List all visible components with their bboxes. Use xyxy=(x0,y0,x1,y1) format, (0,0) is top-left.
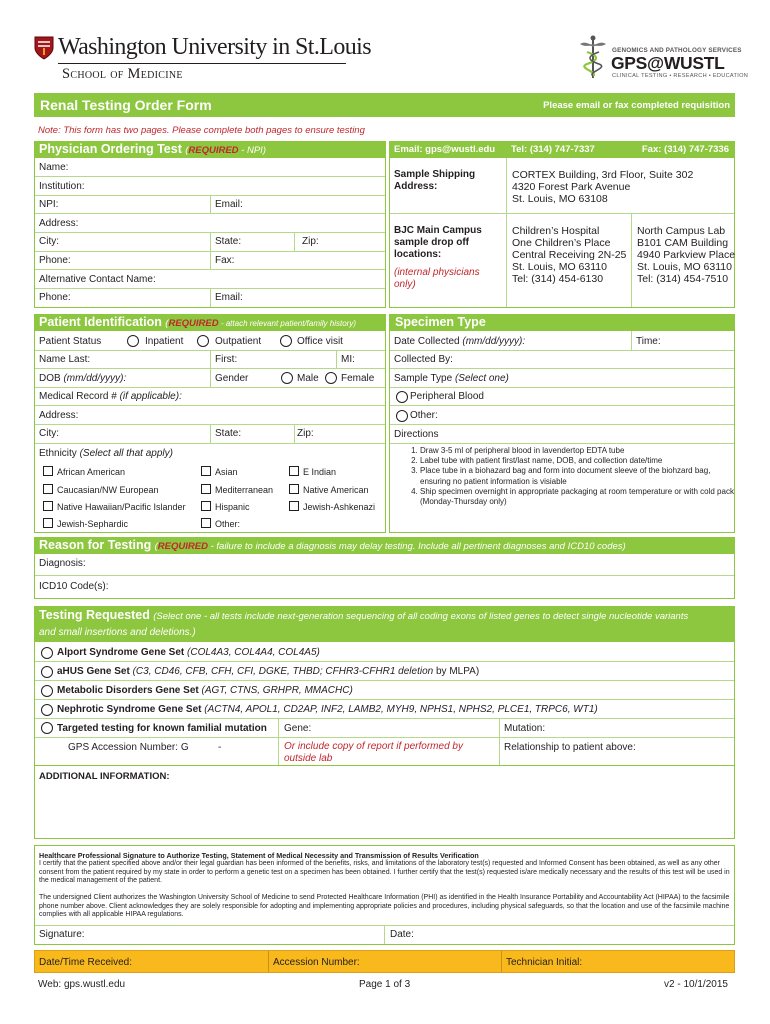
ethnicity-e-indian-checkbox[interactable] xyxy=(289,466,299,476)
accession-number-field[interactable]: GPS Accession Number: G xyxy=(68,742,189,753)
contact-bar xyxy=(389,141,735,158)
specimen-section-header xyxy=(389,314,735,331)
physician-institution-field[interactable]: Institution: xyxy=(39,181,85,192)
gps-tagline: CLINICAL TESTING • RESEARCH • EDUCATION xyxy=(612,73,749,79)
gps-logo-text: GPS@WUSTL xyxy=(611,53,725,73)
patient-last-name-field[interactable]: Name Last: xyxy=(39,354,91,365)
ethnicity-hispanic-checkbox[interactable] xyxy=(201,501,211,511)
required-tag: REQUIRED xyxy=(188,145,239,156)
physician-section-header: Physician Ordering Test (REQUIRED - NPI) xyxy=(34,141,386,158)
testing-section-title: Testing Requested xyxy=(39,608,150,622)
footer-page: Page 1 of 3 xyxy=(359,979,411,990)
school-name: School of Medicine xyxy=(62,66,183,82)
directions-list: 1. Draw 3-5 ml of peripheral blood in lavendertop EDTA tube 2. Label tube with patient first/last name, DOB, and collection date/time 3. Place tube in a biohazard bag and form into document sleeve of the biohzard bag, ensuring no patient information is visiable 4. Ship specimen overnight in appropriate packaging at room temperature or with cold pack (Monday-Thursday only) xyxy=(406,446,734,507)
accession-number-office-field[interactable]: Accession Number: xyxy=(273,957,360,968)
physician-address-field[interactable]: Address: xyxy=(39,218,79,229)
physician-section-title: Physician Ordering Test xyxy=(39,142,182,156)
patient-section-header: Patient Identification (REQUIRED - attach relevant patient/family history) xyxy=(34,314,386,331)
signature-date-field[interactable]: Date: xyxy=(390,929,414,940)
female-radio[interactable] xyxy=(325,372,337,384)
physician-email-field[interactable]: Email: xyxy=(215,199,243,210)
ethnicity-asian-checkbox[interactable] xyxy=(201,466,211,476)
metabolic-radio[interactable] xyxy=(41,685,53,697)
certification-text: I certify that the patient specified above and/or their legal guardian has been informed of the benefits, risks, and limitations of the laboratory test(s) requested and Informed Consent has been obtained, as well as any other consent from the patient required by my state in order to perform a genetic test on a specimen has been obtained. I further certify that the test(s) requested is/are medically necessary and the results of this test will be used in the medical management of the patient. xyxy=(39,860,730,885)
title-bar xyxy=(34,93,735,117)
physician-city-field[interactable]: City: xyxy=(39,236,59,247)
technician-initial-field[interactable]: Technician Initial: xyxy=(506,957,583,968)
hipaa-text: The undersigned Client authorizes the Washington University School of Medicine to send Protected Healthcare Information (PHI) as identified in the Health Insurance Portability and Accountability Act (HIPAA) to the facsimile phone number above. Client acknowledges they are solely responsible for adopting and implementing appropriate policies and procedures, including physical safeguards, so that the location and use of the facsimile machine complies with all applicable HIPAA regulations. xyxy=(39,894,730,919)
alport-radio[interactable] xyxy=(41,647,53,659)
ahus-radio[interactable] xyxy=(41,666,53,678)
form-title: Renal Testing Order Form xyxy=(40,97,212,113)
physician-phone-field[interactable]: Phone: xyxy=(39,255,71,266)
reason-section-title: Reason for Testing xyxy=(39,538,152,552)
patient-state-field[interactable]: State: xyxy=(215,428,242,439)
patient-address-field[interactable]: Address: xyxy=(39,410,79,421)
office-use-bar xyxy=(34,950,735,973)
physician-name-field[interactable]: Name: xyxy=(39,162,69,173)
physician-npi-field[interactable]: NPI: xyxy=(39,199,59,210)
footer-web: Web: gps.wustl.edu xyxy=(38,979,126,990)
ethnicity-ashkenazi-checkbox[interactable] xyxy=(289,501,299,511)
time-collected-field[interactable]: Time: xyxy=(636,336,661,347)
patient-city-field[interactable]: City: xyxy=(39,428,59,439)
date-time-received-field[interactable]: Date/Time Received: xyxy=(39,957,132,968)
reason-section-header: Reason for Testing (REQUIRED - failure to include a diagnosis may delay testing. Include all pertinent diagnoses and ICD10 codes) xyxy=(34,537,735,554)
patient-first-name-field[interactable]: First: xyxy=(215,354,238,365)
ethnicity-mediterranean-checkbox[interactable] xyxy=(201,484,211,494)
signature-heading: Healthcare Professional Signature to Authorize Testing, Statement of Medical Necessity and Transmission of Results Verification xyxy=(39,851,479,860)
peripheral-blood-radio[interactable] xyxy=(396,391,408,403)
wustl-shield-icon xyxy=(34,36,54,60)
relationship-field[interactable]: Relationship to patient above: xyxy=(504,742,636,753)
signature-field[interactable]: Signature: xyxy=(39,929,85,940)
targeted-radio[interactable] xyxy=(41,722,53,734)
gps-top-text: GENOMICS AND PATHOLOGY SERVICES xyxy=(612,47,742,54)
mutation-field[interactable]: Mutation: xyxy=(504,723,546,734)
north-campus-address: North Campus Lab xyxy=(637,225,726,237)
date-collected-field[interactable]: Date Collected (mm/dd/yyyy): xyxy=(394,336,526,347)
medical-record-field[interactable]: Medical Record # (if applicable): xyxy=(39,391,182,402)
alt-email-field[interactable]: Email: xyxy=(215,292,243,303)
inpatient-radio[interactable] xyxy=(127,335,139,347)
testing-section-header: Testing Requested (Select one - all tests include next-generation sequencing of all coding exons of listed genes to detect single nucleotide variants and small insertions and deletions.) xyxy=(34,606,735,642)
lab-tel: Tel: (314) 747-7337 xyxy=(511,144,595,155)
physician-zip-field[interactable]: Zip: xyxy=(302,236,319,247)
alt-contact-field[interactable]: Alternative Contact Name: xyxy=(39,274,156,285)
collected-by-field[interactable]: Collected By: xyxy=(394,354,453,365)
shipping-address-line: CORTEX Building, 3rd Floor, Suite 302 xyxy=(512,169,694,181)
ethnicity-african-american-checkbox[interactable] xyxy=(43,466,53,476)
gene-field[interactable]: Gene: xyxy=(284,723,312,734)
office-visit-radio[interactable] xyxy=(280,335,292,347)
additional-info-label: ADDITIONAL INFORMATION: xyxy=(39,771,170,782)
lab-fax: Fax: (314) 747-7336 xyxy=(641,144,729,155)
footer-version: v2 - 10/1/2015 xyxy=(664,979,728,990)
nephrotic-radio[interactable] xyxy=(41,704,53,716)
ethnicity-caucasian-checkbox[interactable] xyxy=(43,484,53,494)
childrens-hospital-address: Children’s Hospital xyxy=(512,225,600,237)
ethnicity-hawaiian-checkbox[interactable] xyxy=(43,501,53,511)
alt-phone-field[interactable]: Phone: xyxy=(39,292,71,303)
diagnosis-field[interactable]: Diagnosis: xyxy=(39,558,86,569)
header-rule xyxy=(58,63,346,64)
other-sample-radio[interactable] xyxy=(396,410,408,422)
ethnicity-other-checkbox[interactable] xyxy=(201,518,211,528)
ethnicity-native-american-checkbox[interactable] xyxy=(289,484,299,494)
lab-email: Email: gps@wustl.edu xyxy=(394,144,496,155)
caduceus-icon xyxy=(578,34,608,80)
male-radio[interactable] xyxy=(281,372,293,384)
submission-instruction: Please email or fax completed requisition xyxy=(543,100,730,111)
patient-section-title: Patient Identification xyxy=(39,315,162,329)
physician-state-field[interactable]: State: xyxy=(215,236,242,247)
patient-zip-field[interactable]: Zip: xyxy=(297,428,314,439)
icd10-field[interactable]: ICD10 Code(s): xyxy=(39,581,109,592)
outpatient-radio[interactable] xyxy=(197,335,209,347)
reason-frame xyxy=(34,554,735,599)
university-name: Washington University in St.Louis xyxy=(58,34,371,60)
patient-mi-field[interactable]: MI: xyxy=(341,354,355,365)
specimen-section-title: Specimen Type xyxy=(395,315,486,329)
ethnicity-sephardic-checkbox[interactable] xyxy=(43,518,53,528)
two-pages-note: Note: This form has two pages. Please complete both pages to ensure testing xyxy=(38,125,365,136)
physician-fax-field[interactable]: Fax: xyxy=(215,255,235,266)
patient-dob-field[interactable]: DOB (mm/dd/yyyy): xyxy=(39,373,127,384)
